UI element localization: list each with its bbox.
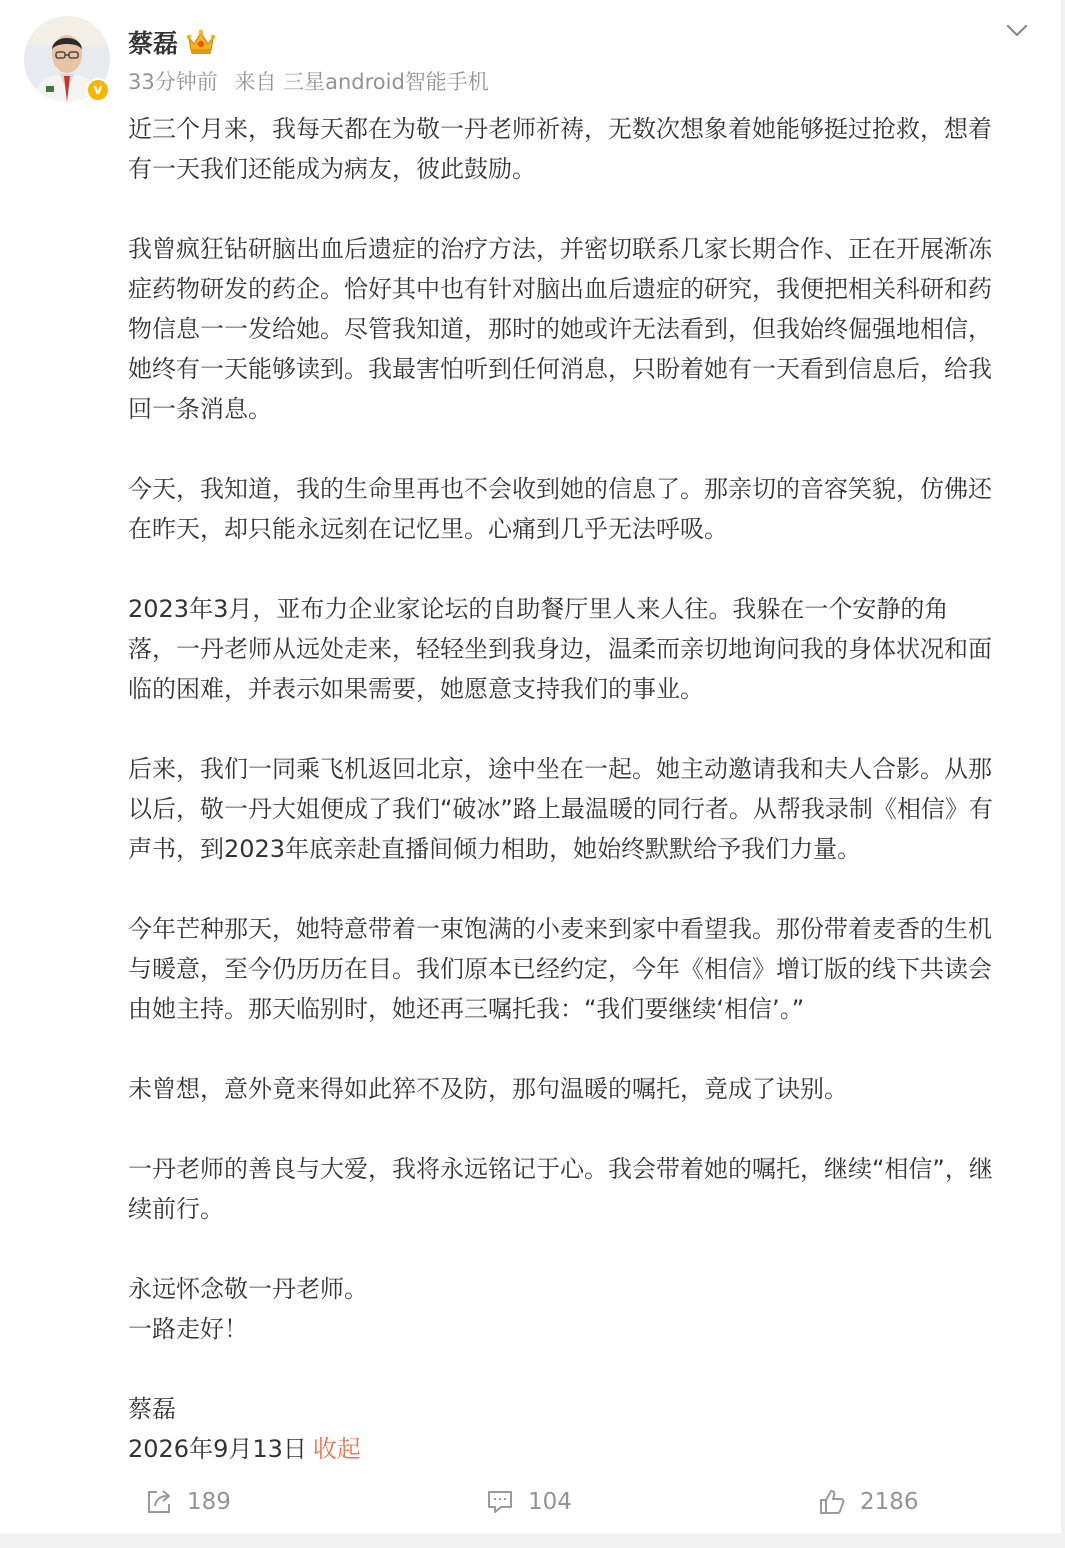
signoff-date: 2026年9月13日: [128, 1435, 307, 1463]
post-paragraph: 后来，我们一同乘飞机返回北京，途中坐在一起。她主动邀请我和夫人合影。从那 以后，敬一丹大姐便成了我们“破冰”路上最温暖的同行者。从帮我录制《相信》有 声书，到2023年底亲赴直播间倾力相助，她始终默默给予我们力量。: [128, 755, 993, 863]
author-row: [128, 22, 216, 62]
comment-icon: [486, 1488, 514, 1516]
repost-button[interactable]: [145, 1480, 231, 1524]
post-paragraph: 永远怀念敬一丹老师。 一路走好！: [128, 1275, 368, 1343]
like-button[interactable]: [818, 1480, 919, 1524]
action-bar: [0, 1480, 1061, 1524]
author-name[interactable]: 蔡磊: [128, 29, 179, 58]
like-icon: [818, 1488, 846, 1516]
post-paragraph: 近三个月来，我每天都在为敬一丹老师祈祷，无数次想象着她能够挺过抢救，想着 有一天我们还能成为病友，彼此鼓励。: [128, 115, 992, 183]
chevron-down-icon[interactable]: [1004, 20, 1030, 40]
like-count: 2186: [860, 1489, 919, 1515]
post-time[interactable]: 33分钟前: [128, 70, 218, 94]
post-paragraph: 一丹老师的善良与大爱，我将永远铭记于心。我会带着她的嘱托，继续“相信”，继 续前行。: [128, 1155, 993, 1223]
comment-count: 104: [528, 1489, 572, 1515]
post-content: [128, 109, 1038, 1469]
signoff-line: [128, 1429, 1038, 1469]
post-source: 来自 三星android智能手机: [234, 70, 489, 94]
crown-icon[interactable]: [186, 28, 216, 56]
post-paragraph: 2023年3月，亚布力企业家论坛的自助餐厅里人来人往。我躲在一个安静的角 落，一丹老师从远处走来，轻轻坐到我身边，温柔而亲切地询问我的身体状况和面 临的困难，并表示如果需要，她愿意支持我们的事业。: [128, 595, 992, 703]
post-paragraph: 我曾疯狂钻研脑出血后遗症的治疗方法，并密切联系几家长期合作、正在开展渐冻 症药物研发的药企。恰好其中也有针对脑出血后遗症的研究，我便把相关科研和药 物信息一一发给她。尽管我知道，那时的她或许无法看到，但我始终倔强地相信， 她终有一天能够读到。我最害怕听到任何消息，只盼着她有一天看到信息后，给我 回一条消息。: [128, 235, 992, 423]
repost-icon: [145, 1488, 173, 1516]
signoff-name: 蔡磊: [128, 1395, 176, 1423]
post-paragraph: 今年芒种那天，她特意带着一束饱满的小麦来到家中看望我。那份带着麦香的生机 与暖意，至今仍历历在目。我们原本已经约定，今年《相信》增订版的线下共读会 由她主持。那天临别时，她还再三嘱托我：“我们要继续‘相信’。”: [128, 915, 992, 1023]
comment-button[interactable]: [486, 1480, 572, 1524]
repost-count: 189: [187, 1489, 231, 1515]
collapse-link[interactable]: 收起: [312, 1435, 361, 1463]
post-paragraph: 今天，我知道，我的生命里再也不会收到她的信息了。那亲切的音容笑貌，仿佛还 在昨天，却只能永远刻在记忆里。心痛到几乎无法呼吸。: [128, 475, 992, 543]
post-meta: [128, 66, 489, 96]
post-paragraph: 未曾想，意外竟来得如此猝不及防，那句温暖的嘱托，竟成了诀别。: [128, 1075, 848, 1103]
verified-badge-icon: v: [86, 78, 110, 102]
